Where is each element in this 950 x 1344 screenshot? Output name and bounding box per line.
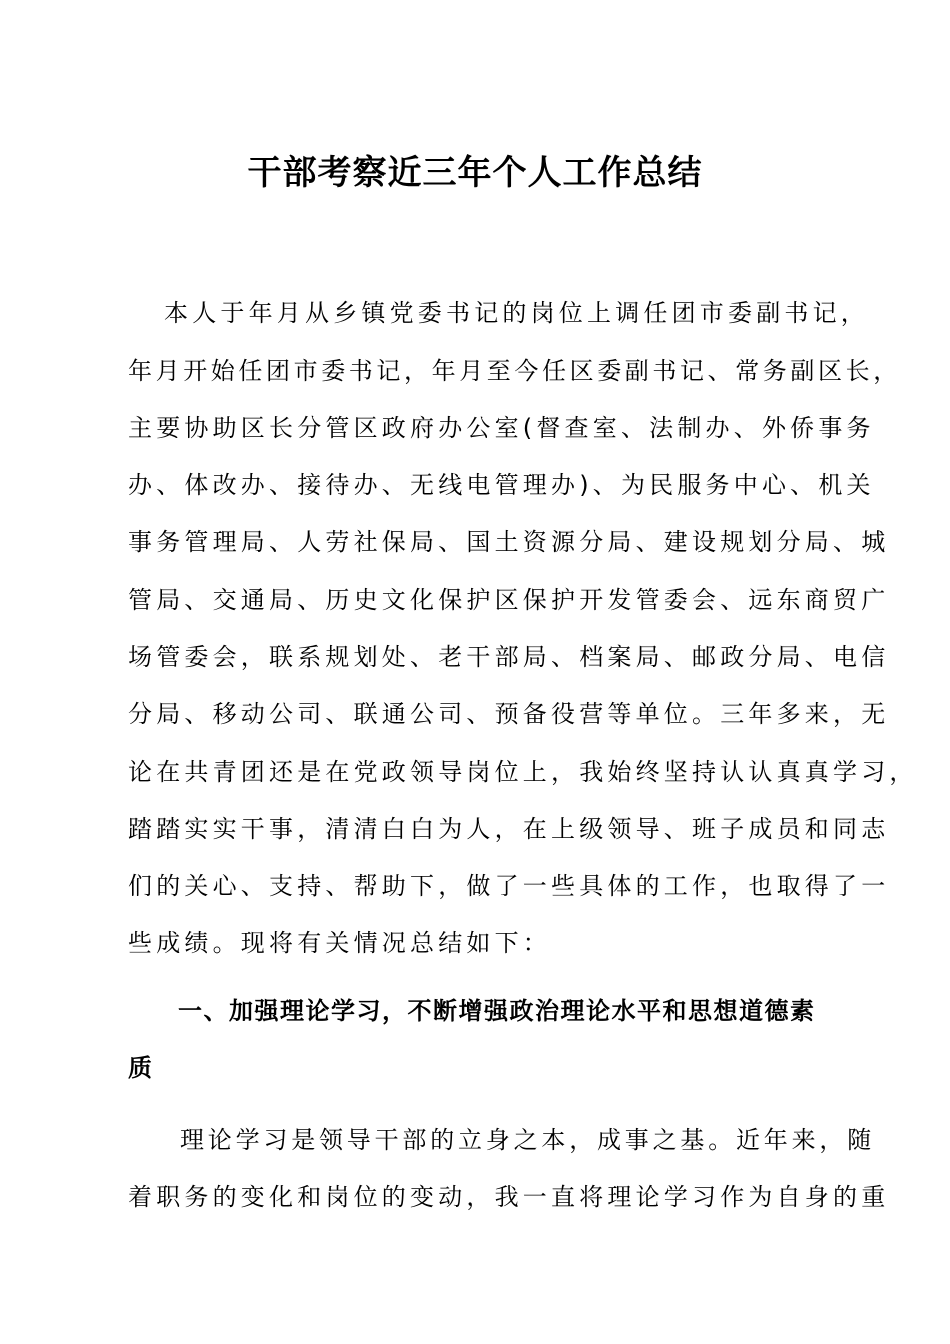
text-line: 分局、移动公司、联通公司、预备役营等单位。三年多来，无 bbox=[128, 700, 890, 728]
text-line: 论在共青团还是在党政领导岗位上，我始终坚持认认真真学习， bbox=[128, 758, 918, 786]
text-line: 着职务的变化和岗位的变动，我一直将理论学习作为自身的重 bbox=[128, 1183, 890, 1211]
text-line: 办、体改办、接待办、无线电管理办)、为民服务中心、机关 bbox=[128, 471, 875, 499]
text-line: 们的关心、支持、帮助下，做了一些具体的工作，也取得了一 bbox=[128, 872, 890, 900]
text-line: 踏踏实实干事，清清白白为人，在上级领导、班子成员和同志 bbox=[128, 815, 890, 843]
text-line: 本人于年月从乡镇党委书记的岗位上调任团市委副书记， bbox=[164, 299, 869, 327]
text-line: 管局、交通局、历史文化保护区保护开发管委会、远东商贸广 bbox=[128, 586, 890, 614]
text-line: 理论学习是领导干部的立身之本，成事之基。近年来，随 bbox=[180, 1126, 875, 1154]
text-line: 主要协助区长分管区政府办公室(督查室、法制办、外侨事务 bbox=[128, 414, 875, 442]
text-line: 年月开始任团市委书记，年月至今任区委副书记、常务副区长， bbox=[128, 357, 901, 385]
heading-line: 一、加强理论学习，不断增强政治理论水平和思想道德素 bbox=[178, 997, 816, 1025]
text-line: 些成绩。现将有关情况总结如下： bbox=[128, 929, 551, 957]
text-line: 事务管理局、人劳社保局、国土资源分局、建设规划分局、城 bbox=[128, 528, 890, 556]
heading-line: 质 bbox=[128, 1054, 154, 1082]
document-title: 干部考察近三年个人工作总结 bbox=[247, 153, 703, 193]
text-line: 场管委会，联系规划处、老干部局、档案局、邮政分局、电信 bbox=[128, 643, 890, 671]
